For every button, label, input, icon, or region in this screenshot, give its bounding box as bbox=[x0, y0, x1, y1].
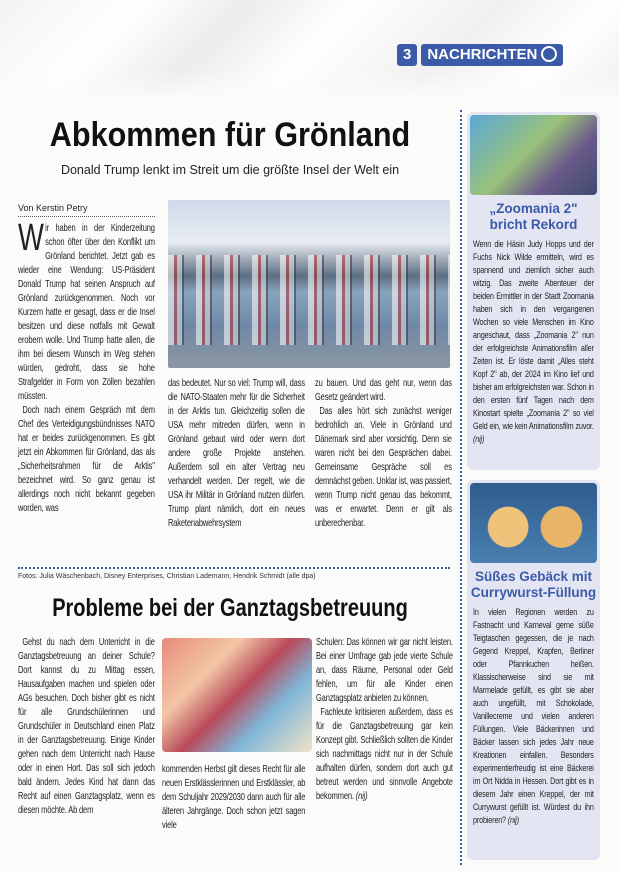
sidebar-box-zoomania bbox=[467, 112, 600, 470]
zoomania-photo bbox=[470, 115, 597, 195]
harbor-photo bbox=[168, 200, 450, 368]
school-photo bbox=[162, 638, 312, 752]
paragraph: Wir haben in der Kinderzeitung schon öfter über den Konflikt um Grönland berichtet. Jetzt gab es wieder eine Wendung: US-Präsident Donald Trump hat seinen Anspruch auf Grönland zurückgenommen. Noch vor Kurzem hatte er gesagt, dass er die Insel besitzen und diese notfalls mit Gewalt erobern wolle. Und Trump hatte allen, die ihm bei diesem Wunsch im Weg stehen würden, gedroht, dass sie hohe Strafgelder in Form von Zöllen bezahlen müssten. bbox=[18, 217, 155, 402]
globe-icon bbox=[541, 46, 557, 62]
paragraph: Das alles hört sich zunächst weniger bedrohlich an. Viele in Grönland und Dänemark sind aber vorsichtig. Denn sie waren nicht bei den Gesprächen dabei. Gemeinsame Gespräche soll es demnächst geben. Unklar ist, was passiert, wenn Trump nicht genau das bekommt, was er erwartet. Denn er gilt als unberechenbar. bbox=[315, 406, 452, 529]
page-number: 3 bbox=[397, 44, 417, 66]
sidebar-box-kreppel bbox=[467, 480, 600, 860]
photo-credit: Fotos: Julia Wäschenbach, Disney Enterprises, Christian Lademann, Hendrik Schmidt (alle dpa) bbox=[18, 573, 316, 580]
paragraph: Doch nach einem Gespräch mit dem Chef des Verteidigungsbündnisses NATO hat er beides zurückgenommen. Es gibt jetzt ein Abkommen für Grönland, das als „Sicherheitsrahmen für die Arktis" bezeichnet wird. So ganz genau ist allerdings noch nicht bekannt gegeben worden, was bbox=[18, 405, 155, 514]
drop-cap: W bbox=[18, 217, 44, 259]
article2-column-3 bbox=[316, 636, 453, 804]
section-label bbox=[421, 44, 563, 66]
article-subtitle: Donald Trump lenkt im Streit um die größte Insel der Welt ein bbox=[60, 163, 400, 177]
paragraph: kommenden Herbst gilt dieses Recht für alle neuen Erstklässlerinnen und Erstklässler, ab dem Schuljahr 2029/2030 dann auch für alle älteren Jahrgänge. Doch schon jetzt sagen viele bbox=[162, 764, 306, 831]
article2-headline: Probleme bei der Ganztagsbetreuung bbox=[52, 594, 408, 622]
sidebar-divider bbox=[460, 110, 462, 865]
author-sign: (nij) bbox=[355, 791, 368, 802]
pastry-photo bbox=[470, 483, 597, 563]
article2-column-2 bbox=[162, 763, 305, 833]
article-headline: Abkommen für Grönland bbox=[49, 116, 411, 154]
box-title: Süßes Gebäck mit Currywurst-Füllung bbox=[470, 569, 597, 600]
box-title: „Zoomania 2" bricht Rekord bbox=[489, 201, 578, 232]
box-text: Wenn die Häsin Judy Hopps und der Fuchs Nick Wilde ermitteln, wird es spannend und ziemlich sicher auch witzig. Das zweite Abenteuer der beiden Ermittler in der Stadt Zoomania haben sich in den vergangenen Wochen so viele Menschen im Kino angeschaut, dass „Zoomania 2" nun der erfolgreichste Animationsfilm aller Zeiten ist. Er löste damit „Alles steht Kopf 2" ab, der 2024 im Kino lief und bisher am erfolgreichsten war. Schon in den ersten fünf Tagen nach dem Kinostart spielte „Zoomania 2" so viel Geld ein, wie kein Animationsfilm zuvor. (nij) bbox=[473, 239, 594, 445]
author-sign: (nij) bbox=[473, 434, 485, 445]
article1-column-3 bbox=[315, 377, 452, 531]
divider bbox=[18, 567, 450, 569]
section-header bbox=[397, 44, 563, 66]
article1-column-2 bbox=[168, 377, 305, 531]
article1-column-1 bbox=[18, 217, 155, 516]
author-sign: (nij) bbox=[507, 815, 520, 826]
section-label-text: NACHRICHTEN bbox=[427, 46, 538, 63]
byline: Von Kerstin Petry bbox=[18, 203, 155, 217]
paragraph: Gehst du nach dem Unterricht in die Ganztagsbetreuung an deiner Schule? Dort kannst du zu Mittag essen, Hausaufgaben machen und spielen oder AGs besuchen. Doch bisher gibt es nicht für alle Grundschülerinnen und Grundschüler in Deutschland einen Platz in der Ganztagsbetreuung. Einige Kinder gehen nach dem Unterricht nach Hause oder in einen Hort. Das soll sich jedoch bald ändern. Jedes Kind hat dann das Recht auf einen Ganztagsplatz, wenn es diesen möchte. Ab dem bbox=[18, 637, 155, 816]
paragraph: zu bauen. Und das geht nur, wenn das Gesetz geändert wird. bbox=[315, 378, 452, 403]
paragraph: Schulen: Das können wir gar nicht leisten. Bei einer Umfrage gab jede vierte Schule an, dass Räume, Personal oder Geld fehlen, um für alle Kinder einen Ganztagsplatz anbieten zu können. bbox=[316, 637, 453, 704]
article2-column-1 bbox=[18, 636, 155, 818]
paragraph: das bedeutet. Nur so viel: Trump will, dass die NATO-Staaten mehr für die Sicherheit in der Arktis tun. Gleichzeitig sollen die USA mehr mitreden dürfen, wenn in Grönland gebaut wird oder wenn dort andere große Projekte anstehen. Außerdem soll ein alter Vertrag neu verhandelt werden. Der regelt, wie die USA ihr Militär in Grönland nutzen dürfen. Trump plant nämlich, dort ein neues Raketenabwehrsystem bbox=[168, 378, 305, 529]
box-text: In vielen Regionen werden zu Fastnacht und Karneval gerne süße Teigtaschen gegessen, die je nach Gegend Kreppel, Krapfen, Berliner oder Pfannkuchen heißen. Klassischerweise sind sie mit Marmelade gefüllt, es gibt sie aber auch ungefüllt, mit Schokolade, Vanillecreme und vielen anderen Füllungen. Viele Bäckerinnen und Bäcker lassen sich jedes Jahr neue Kreationen einfallen. Besonders experimentierfreudig ist eine Bäckerei im Ort Nidda in Hessen. Dort gibt es in diesem Jahr einen Kreppel, der mit Currywurst gefüllt ist. Würdest du ihn probieren? (nij) bbox=[473, 607, 594, 826]
paragraph: Fachleute kritisieren außerdem, dass es für die Ganztagsbetreuung gar kein Konzept gibt. Schließlich sollten die Kinder sich nachmittags nicht nur in der Schule aufhalten dürfen, sondern dort auch gut betreut werden und sinnvolle Angebote bekommen. (nij) bbox=[316, 707, 453, 802]
